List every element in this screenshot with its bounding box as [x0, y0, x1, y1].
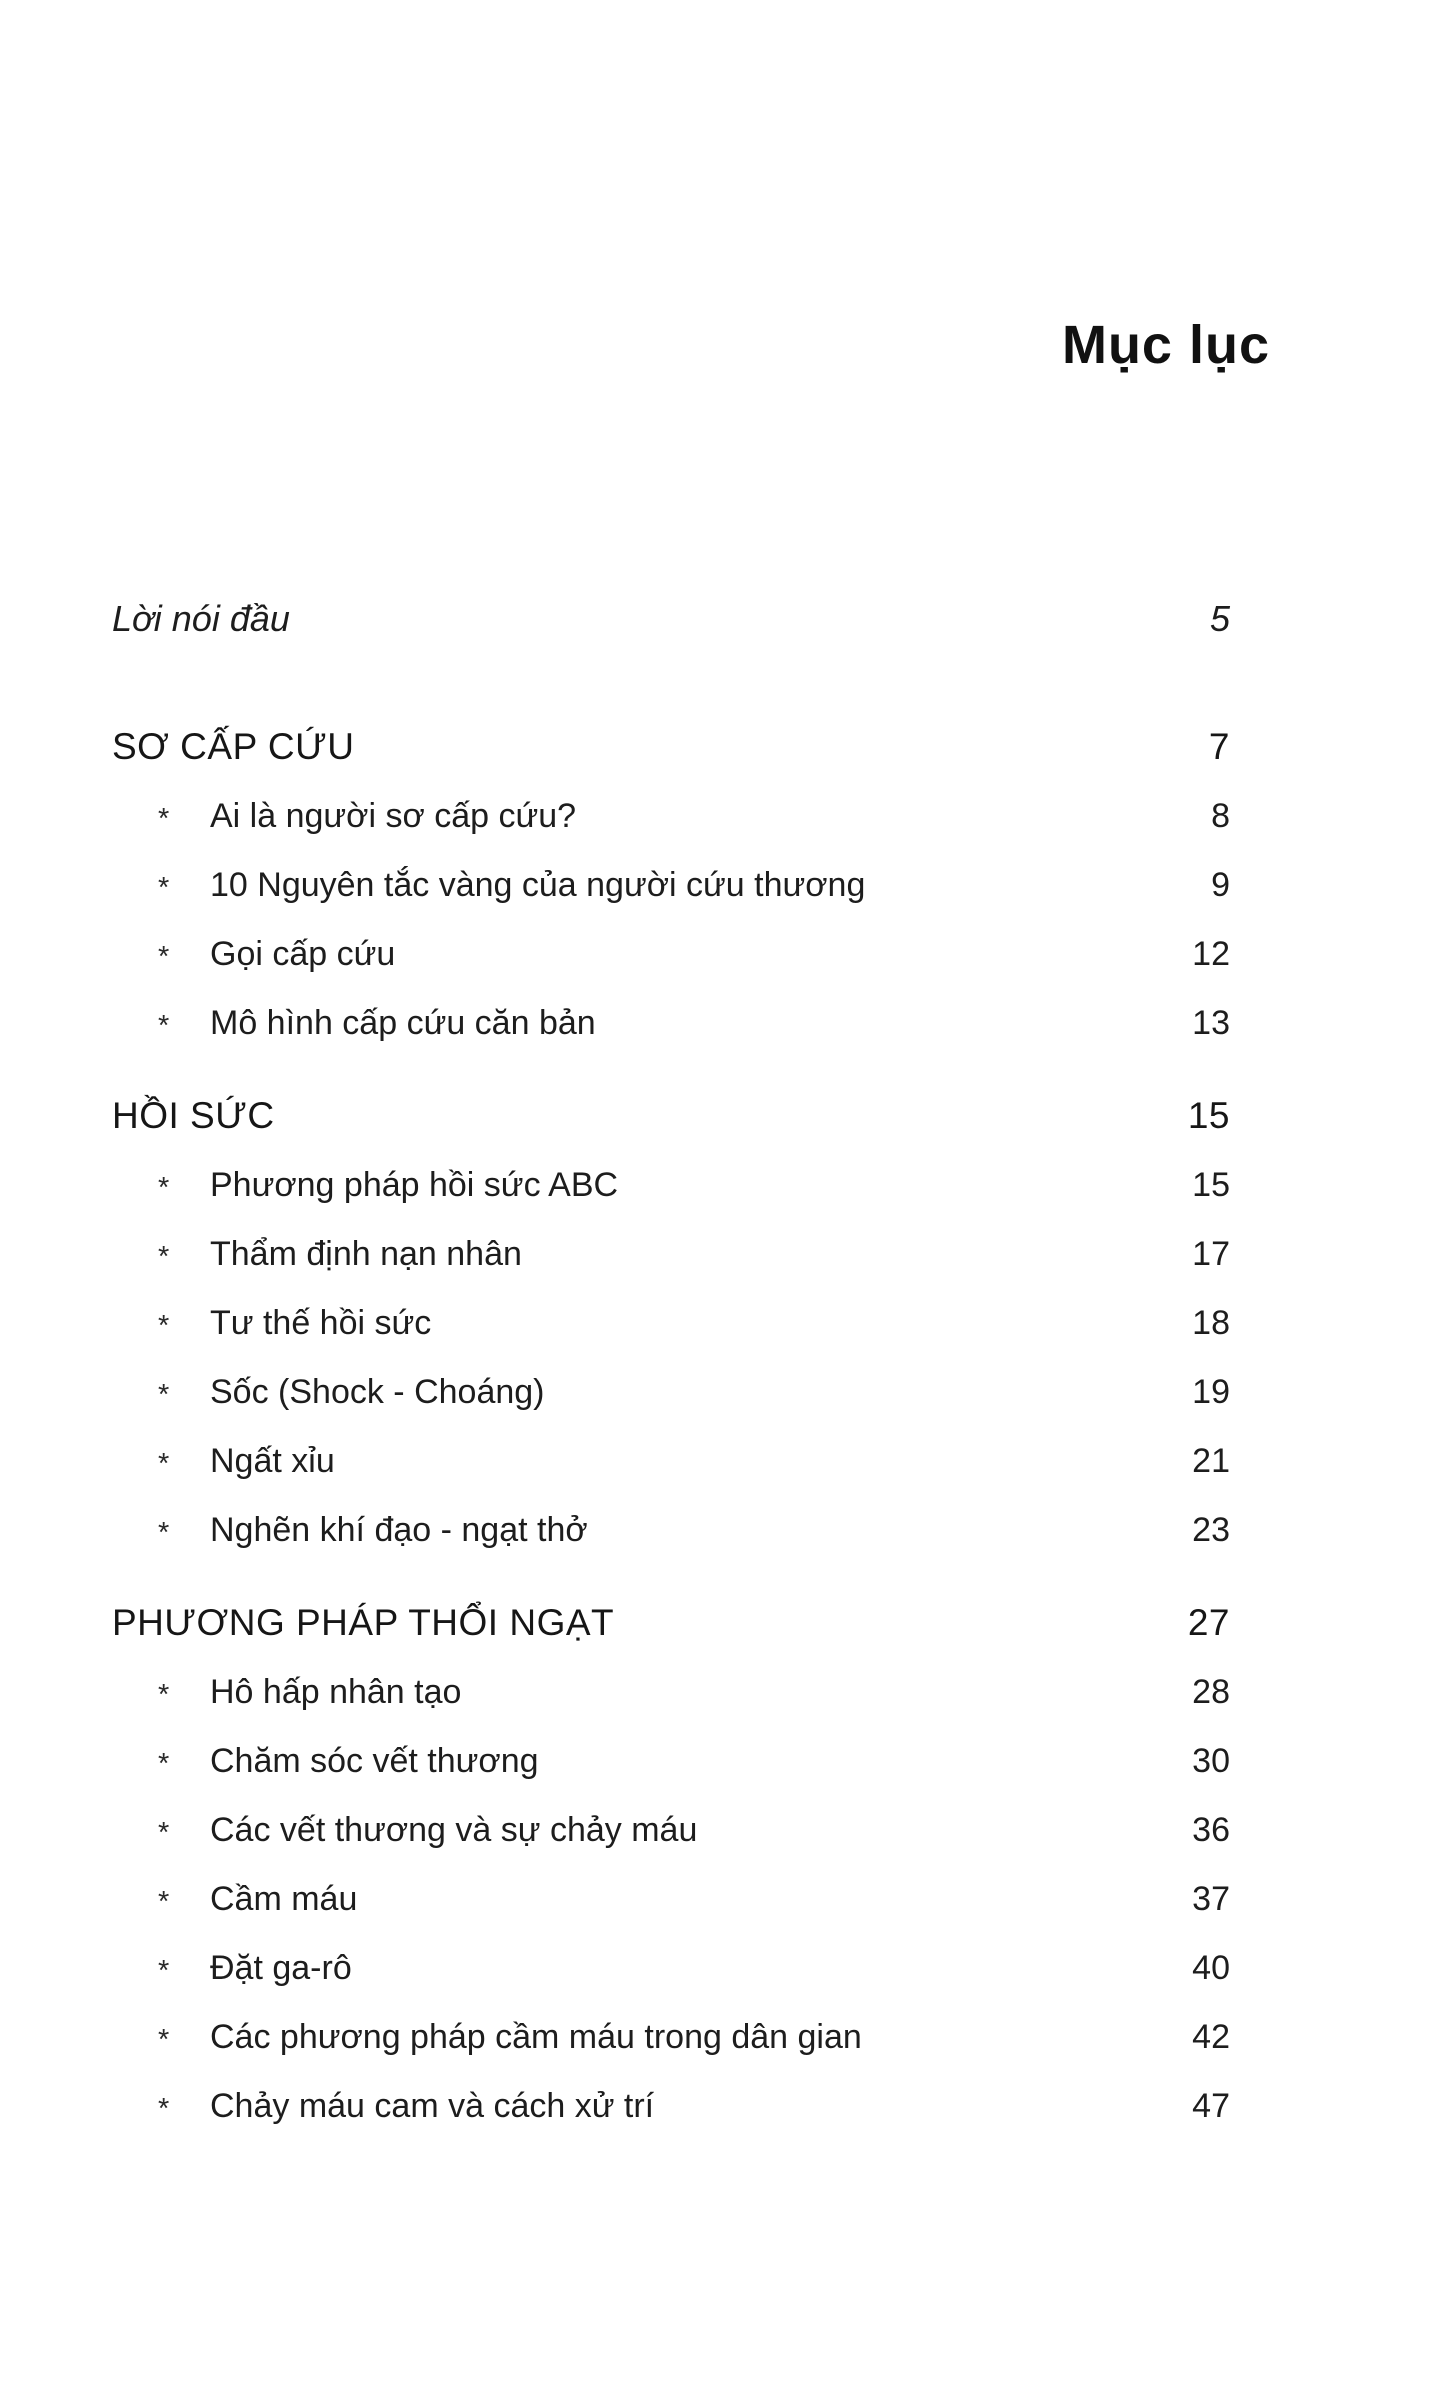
toc-entry-2-0	[112, 1658, 1230, 1727]
toc-entry-1-1	[112, 1220, 1230, 1289]
toc-entry-2-0-page-number: 28	[1192, 1673, 1230, 1712]
toc-entry-2-1-page-number: 30	[1192, 1742, 1230, 1781]
toc-entry-2-6-page-number: 47	[1192, 2087, 1230, 2126]
toc-entry-1-4	[112, 1427, 1230, 1496]
toc-entry-0-1	[112, 851, 1230, 920]
bullet-asterisk-icon: *	[158, 1517, 170, 1550]
toc-entry-2-2-page-number: 36	[1192, 1811, 1230, 1850]
toc-entry-1-2-page-number: 18	[1192, 1304, 1230, 1343]
toc-section-0-page-number: 7	[1208, 726, 1230, 768]
toc-entry-2-2-label: Các vết thương và sự chảy máu	[210, 1811, 698, 1850]
toc-entry-preface-label: Lời nói đầu	[112, 597, 290, 639]
toc-entry-1-5	[112, 1496, 1230, 1565]
toc-entry-1-3-page-number: 19	[1192, 1373, 1230, 1412]
bullet-asterisk-icon: *	[158, 1448, 170, 1481]
toc-entry-2-3-label: Cầm máu	[210, 1880, 358, 1919]
toc-entry-2-4	[112, 1934, 1230, 2003]
toc-entry-2-6	[112, 2072, 1230, 2141]
toc-section-1-label: HỒI SỨC	[112, 1095, 275, 1137]
toc-list	[112, 584, 1230, 2141]
toc-entry-1-0-page-number: 15	[1192, 1166, 1230, 1205]
bullet-asterisk-icon: *	[158, 1010, 170, 1043]
bullet-asterisk-icon: *	[158, 1679, 170, 1712]
toc-entry-0-1-page-number: 9	[1211, 866, 1230, 905]
toc-entry-0-3	[112, 989, 1230, 1058]
bullet-asterisk-icon: *	[158, 1379, 170, 1412]
toc-entry-2-5-label: Các phương pháp cầm máu trong dân gian	[210, 2018, 862, 2057]
bullet-asterisk-icon: *	[158, 803, 170, 836]
toc-entry-0-3-label: Mô hình cấp cứu căn bản	[210, 1004, 596, 1043]
bullet-asterisk-icon: *	[158, 1241, 170, 1274]
toc-entry-1-0-label: Phương pháp hồi sức ABC	[210, 1166, 619, 1205]
bullet-asterisk-icon: *	[158, 1310, 170, 1343]
bullet-asterisk-icon: *	[158, 1886, 170, 1919]
toc-entry-2-0-label: Hô hấp nhân tạo	[210, 1673, 462, 1712]
toc-entry-1-2	[112, 1289, 1230, 1358]
toc-entry-0-0	[112, 782, 1230, 851]
toc-entry-1-4-page-number: 21	[1192, 1442, 1230, 1481]
toc-entry-0-1-label: 10 Nguyên tắc vàng của người cứu thương	[210, 866, 866, 905]
toc-section-2	[112, 1589, 1230, 1658]
toc-section-0-label: SƠ CẤP CỨU	[112, 726, 355, 768]
toc-entry-2-4-label: Đặt ga-rô	[210, 1949, 352, 1988]
bullet-asterisk-icon: *	[158, 1955, 170, 1988]
toc-entry-2-4-page-number: 40	[1192, 1949, 1230, 1988]
bullet-asterisk-icon: *	[158, 2093, 170, 2126]
bullet-asterisk-icon: *	[158, 1748, 170, 1781]
toc-entry-1-3	[112, 1358, 1230, 1427]
toc-section-0	[112, 713, 1230, 782]
toc-entry-2-6-label: Chảy máu cam và cách xử trí	[210, 2087, 655, 2126]
toc-entry-1-4-label: Ngất xỉu	[210, 1442, 335, 1481]
page-title: Mục lục	[1061, 315, 1270, 375]
toc-entry-1-5-page-number: 23	[1192, 1511, 1230, 1550]
bullet-asterisk-icon: *	[158, 1172, 170, 1205]
toc-entry-1-0	[112, 1151, 1230, 1220]
toc-entry-2-2	[112, 1796, 1230, 1865]
bullet-asterisk-icon: *	[158, 941, 170, 974]
toc-entry-2-3-page-number: 37	[1192, 1880, 1230, 1919]
toc-entry-preface-page-number: 5	[1209, 597, 1230, 639]
toc-entry-2-1-label: Chăm sóc vết thương	[210, 1742, 539, 1781]
toc-entry-preface	[112, 584, 1230, 653]
toc-entry-1-2-label: Tư thế hồi sức	[210, 1304, 432, 1343]
bullet-asterisk-icon: *	[158, 1817, 170, 1850]
toc-section-1	[112, 1082, 1230, 1151]
toc-section-2-page-number: 27	[1187, 1602, 1230, 1644]
toc-entry-0-2	[112, 920, 1230, 989]
toc-entry-2-1	[112, 1727, 1230, 1796]
toc-section-1-page-number: 15	[1187, 1095, 1230, 1137]
bullet-asterisk-icon: *	[158, 872, 170, 905]
toc-entry-1-1-page-number: 17	[1192, 1235, 1230, 1274]
toc-entry-2-3	[112, 1865, 1230, 1934]
toc-section-2-label: PHƯƠNG PHÁP THỔI NGẠT	[112, 1602, 615, 1644]
toc-entry-1-1-label: Thẩm định nạn nhân	[210, 1235, 522, 1274]
toc-entry-1-5-label: Nghẽn khí đạo - ngạt thở	[210, 1511, 588, 1550]
toc-entry-0-2-page-number: 12	[1192, 935, 1230, 974]
toc-entry-0-2-label: Gọi cấp cứu	[210, 935, 396, 974]
bullet-asterisk-icon: *	[158, 2024, 170, 2057]
toc-entry-2-5-page-number: 42	[1192, 2018, 1230, 2057]
toc-entry-1-3-label: Sốc (Shock - Choáng)	[210, 1373, 545, 1412]
toc-entry-0-3-page-number: 13	[1192, 1004, 1230, 1043]
toc-entry-2-5	[112, 2003, 1230, 2072]
toc-entry-0-0-label: Ai là người sơ cấp cứu?	[210, 797, 577, 836]
toc-entry-0-0-page-number: 8	[1211, 797, 1230, 836]
